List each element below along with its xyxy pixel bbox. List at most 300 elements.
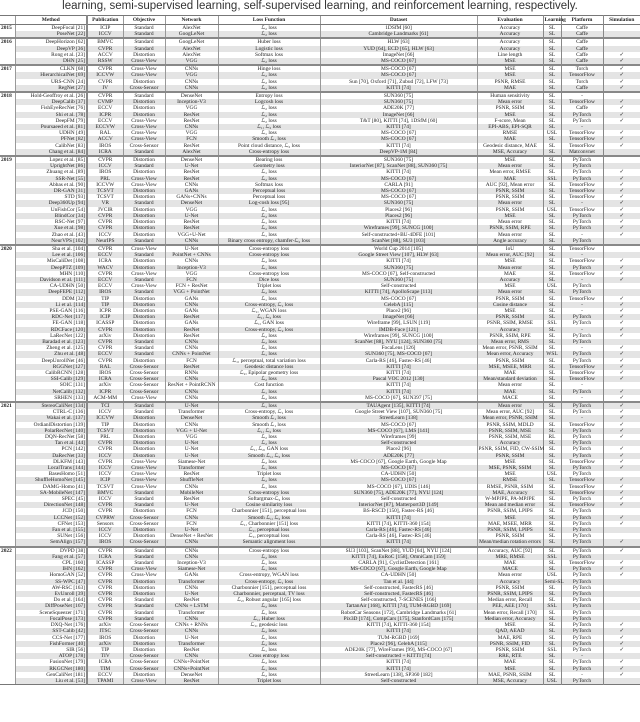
- loss-function-cell: Cross-entropy, WGAN loss: [218, 572, 320, 578]
- loss-function-cell: ℒ₂ loss: [218, 459, 320, 465]
- publication-cell: ICCV: [87, 533, 123, 539]
- objective-cell: Standard: [123, 149, 165, 156]
- publication-cell: CVPR: [87, 79, 123, 85]
- network-cell: CNNs + RNNs: [165, 622, 218, 628]
- evaluation-cell: Mean error, AUC [92]: [477, 252, 543, 258]
- evaluation-cell: PSNR, SSIM: [477, 194, 543, 200]
- dataset-cell: Self-constructed, FastecRS [46]: [320, 591, 477, 597]
- objective-cell: Cross-View: [123, 477, 165, 483]
- publication-cell: CVPR: [87, 65, 123, 72]
- publication-cell: CVPR: [87, 459, 123, 465]
- dataset-cell: KITTI [74]: [320, 382, 477, 388]
- publication-cell: CVPR: [87, 225, 123, 231]
- dataset-cell: SU3 [103], ScanNet [88], YUD [64], NYU [124]: [320, 547, 477, 554]
- method-cell: DR-GAN [31]: [15, 188, 87, 194]
- platform-cell: PyTorch: [561, 219, 603, 225]
- platform-cell: PyTorch: [561, 428, 603, 434]
- year-cell: 2015: [1, 25, 12, 31]
- evaluation-cell: Human sensitivity: [477, 92, 543, 99]
- dataset-cell: MS-COCO [67], UDIS [146]: [320, 484, 477, 490]
- platform-cell: -: [561, 200, 603, 206]
- network-cell: U-Net: [165, 502, 218, 508]
- learning-cell: SL: [543, 156, 561, 163]
- platform-cell: PyTorch: [561, 434, 603, 440]
- loss-function-cell: ℒ₂ loss: [218, 554, 320, 560]
- network-cell: U-Net: [165, 527, 218, 533]
- publication-cell: CVPR: [87, 440, 123, 446]
- column-header: Method: [15, 16, 87, 25]
- checkmark-icon: ✓: [603, 308, 640, 314]
- evaluation-cell: AUC [92], Mean error: [477, 182, 543, 188]
- platform-cell: PyTorch: [561, 351, 603, 357]
- evaluation-cell: PSNR, SSIM, RPE: [477, 333, 543, 339]
- loss-function-cell: ℒ₁ loss: [218, 265, 320, 271]
- platform-cell: -: [561, 653, 603, 659]
- learning-cell: SL: [543, 327, 561, 333]
- evaluation-cell: EPI-ABS, EPI-SQR: [477, 124, 543, 130]
- objective-cell: Cross-View: [123, 130, 165, 136]
- year-cell: 2019: [0, 156, 15, 163]
- loss-function-cell: Cross-entropy loss: [218, 547, 320, 554]
- evaluation-cell: PSNR, SSIM, MSE: [477, 428, 543, 434]
- objective-cell: Distortion: [123, 314, 165, 320]
- network-cell: ResNet: [165, 176, 218, 182]
- learning-cell: SL: [543, 118, 561, 124]
- method-cell: EvUnroll [39]: [15, 591, 87, 597]
- evaluation-cell: MSE, PSNR, SSIM: [477, 465, 543, 471]
- network-cell: CNNs: [165, 345, 218, 351]
- platform-cell: PyTorch: [561, 616, 603, 622]
- objective-cell: Distortion: [123, 428, 165, 434]
- publication-cell: IROS: [87, 539, 123, 546]
- platform-cell: PyTorch: [561, 465, 603, 471]
- learning-cell: Semi-SL: [544, 578, 564, 585]
- method-cell: RGGNet [127]: [15, 364, 87, 370]
- publication-cell: CVPR: [87, 547, 123, 554]
- publication-cell: TIP: [87, 302, 123, 308]
- dataset-cell: MS-COCO [67]: [320, 176, 477, 182]
- network-cell: ResNet: [165, 364, 218, 370]
- checkmark-icon: ✓: [603, 105, 640, 111]
- checkmark-icon: ✓: [603, 351, 640, 357]
- loss-function-cell: ℒ₂ loss: [218, 339, 320, 345]
- method-cell: SS-WPC [47]: [15, 579, 87, 585]
- objective-cell: Standard: [123, 238, 165, 245]
- loss-function-cell: Cost function: [218, 382, 320, 388]
- platform-cell: -: [561, 327, 603, 333]
- publication-cell: CVPR: [87, 591, 123, 597]
- learning-cell: SL: [543, 79, 561, 85]
- publication-cell: ICCV: [87, 453, 123, 459]
- publication-cell: TIM: [87, 666, 123, 672]
- publication-cell: IROS: [87, 289, 123, 295]
- publication-cell: ITSC: [87, 628, 123, 634]
- table-row: [0, 547, 640, 554]
- dataset-cell: ADE20K [77], WireFrames [99], MS-COCO [67]: [320, 647, 477, 653]
- objective-cell: Distortion: [123, 219, 165, 225]
- platform-cell: PyTorch: [561, 678, 603, 685]
- network-cell: CNNs: [165, 302, 218, 308]
- evaluation-cell: MSE: [477, 258, 543, 264]
- network-cell: VGG: [165, 271, 218, 277]
- publication-cell: ECCVW: [87, 124, 123, 130]
- dataset-cell: KITTI [74], EuRoC [158], OmniCam [159]: [320, 554, 477, 560]
- checkmark-icon: ✓: [603, 182, 640, 188]
- loss-function-cell: ℒ₂ loss: [218, 79, 320, 85]
- table-caption: learning, semi-supervised learning, self-supervised learning, and reinforcement learning, respectively.: [62, 0, 578, 12]
- method-cell: DeepUnrollNet [46]: [15, 358, 87, 364]
- loss-function-cell: ℒ₁, ℒ₂ loss: [218, 428, 320, 434]
- platform-cell: -: [561, 395, 603, 402]
- evaluation-cell: Mean error, PSNR, SSIM: [477, 345, 543, 351]
- objective-cell: Standard: [123, 547, 165, 554]
- network-cell: GANs: [165, 320, 218, 326]
- dataset-cell: World Cup 2014 [105]: [320, 245, 477, 252]
- dataset-cell: MS-COCO [67]: [320, 422, 477, 428]
- loss-function-cell: ℒ₁, perceptual loss: [218, 527, 320, 533]
- method-cell: CFNet [153]: [15, 521, 87, 527]
- learning-cell: SL: [543, 446, 561, 452]
- column-header: [0, 16, 15, 25]
- publication-cell: ICCV: [87, 409, 123, 415]
- publication-cell: arXiv: [87, 641, 123, 647]
- network-cell: ResNet: [165, 219, 218, 225]
- learning-cell: SL: [543, 409, 561, 415]
- objective-cell: Distortion: [123, 635, 165, 641]
- method-cell: Wakai et al. [137]: [15, 415, 87, 421]
- dataset-cell: KITTI [74]: [320, 370, 477, 376]
- learning-cell: SL: [543, 502, 561, 508]
- learning-cell: USL: [543, 130, 561, 136]
- learning-cell: SL: [543, 65, 561, 72]
- year-cell: 2016: [0, 38, 15, 45]
- method-cell: SUNet [156]: [15, 533, 87, 539]
- evaluation-cell: Mean error: [477, 163, 543, 169]
- learning-cell: SL: [543, 496, 561, 502]
- method-cell: Zhuang et al. [89]: [15, 169, 87, 175]
- publication-cell: arXiv: [87, 382, 123, 388]
- objective-cell: Cross-Sensor: [123, 143, 165, 149]
- dataset-cell: StreetLearn [138]: [320, 415, 477, 421]
- column-header: Evaluation: [477, 16, 543, 25]
- publication-cell: ICCV: [87, 527, 123, 533]
- loss-function-cell: Cross entropy loss: [218, 653, 320, 659]
- checkmark-icon: ✓: [603, 232, 640, 238]
- platform-cell: -: [561, 232, 603, 238]
- dataset-cell: CA-UDHN [50]: [320, 572, 477, 578]
- methods-table: [0, 15, 640, 685]
- publication-cell: CVPR: [87, 585, 123, 591]
- evaluation-cell: Mean error: [477, 402, 543, 409]
- platform-cell: PyTorch: [561, 641, 603, 647]
- publication-cell: ICIP: [87, 25, 123, 32]
- learning-cell: SL: [543, 258, 561, 264]
- dataset-cell: MS-COCO [67]: [320, 477, 477, 483]
- loss-function-cell: Binary cross entropy, chamfer-ℒ₂ loss: [218, 238, 320, 245]
- dataset-cell: Self-constructed, 7-SCENES [166]: [320, 597, 477, 603]
- learning-cell: SL: [543, 477, 561, 483]
- objective-cell: Distortion: [123, 641, 165, 647]
- evaluation-cell: MAE: [477, 136, 543, 142]
- loss-function-cell: ℒ₁, perceptual, total variation loss: [218, 358, 320, 364]
- method-cell: Shi et al. [78]: [15, 112, 87, 118]
- objective-cell: Distortion: [123, 358, 165, 364]
- platform-cell: PyTorch: [561, 213, 603, 219]
- table-row: [0, 92, 640, 99]
- learning-cell: SL: [543, 333, 561, 339]
- platform-cell: -: [561, 382, 603, 388]
- table-row: [0, 58, 640, 65]
- dataset-cell: Place2 [96]: [320, 446, 477, 452]
- platform-cell: Caffe: [561, 25, 603, 32]
- method-cell: UDHN [49]: [15, 130, 87, 136]
- checkmark-icon: ✓: [603, 118, 640, 124]
- objective-cell: Cross-View: [123, 176, 165, 182]
- network-cell: VGG+U-Net: [165, 232, 218, 238]
- method-cell: FocalPose [173]: [15, 616, 87, 622]
- evaluation-cell: PSNR, SSIM, LPIPS: [477, 591, 543, 597]
- publication-cell: ICCV: [87, 232, 123, 238]
- learning-cell: SL: [543, 566, 561, 572]
- objective-cell: Cross-Sensor: [123, 85, 165, 92]
- objective-cell: Standard: [123, 289, 165, 295]
- objective-cell: Distortion: [123, 169, 165, 175]
- network-cell: CNNs+PointNet: [165, 659, 218, 665]
- method-cell: SA-MobileNet [147]: [15, 490, 87, 496]
- learning-cell: SL: [543, 364, 561, 370]
- evaluation-cell: PSNR, SSIM: [477, 296, 543, 302]
- loss-function-cell: Geodesic distance loss: [218, 364, 320, 370]
- simulation-cell: [603, 38, 640, 45]
- network-cell: CNNs+PointNet: [165, 666, 218, 672]
- method-cell: STD [93]: [15, 194, 87, 200]
- loss-function-cell: ℒ₁, ℒ₂ loss: [218, 314, 320, 320]
- checkmark-icon: ✓: [603, 484, 640, 490]
- evaluation-cell: Mean error, AUC [92]: [477, 409, 543, 415]
- evaluation-cell: Mean error, RMSE: [477, 169, 543, 175]
- evaluation-cell: PSNR, SSIM, RPE: [477, 225, 543, 231]
- objective-cell: Standard: [123, 490, 165, 496]
- evaluation-cell: Mean/median rotation errors: [477, 539, 543, 546]
- table-header-row: [0, 16, 640, 25]
- platform-cell: TensorFlow: [561, 99, 603, 105]
- checkmark-icon: ✓: [603, 265, 640, 271]
- dataset-cell: KITTI [74]: [320, 258, 477, 264]
- platform-cell: -: [561, 415, 603, 421]
- learning-cell: SL: [543, 490, 561, 496]
- method-cell: DAMG-Homo [41]: [15, 484, 87, 490]
- learning-cell: SL: [543, 653, 561, 659]
- network-cell: ResNet: [165, 327, 218, 333]
- loss-function-cell: ℒ₂ loss: [218, 225, 320, 231]
- dataset-cell: Wireframe [99], LSUN [119]: [320, 320, 477, 326]
- checkmark-icon: ✓: [603, 409, 640, 415]
- network-cell: FCN: [165, 358, 218, 364]
- method-cell: SceneSqueezer [171]: [15, 610, 87, 616]
- publication-cell: ACCV: [87, 136, 123, 142]
- loss-function-cell: ℒ₂ loss: [218, 176, 320, 182]
- learning-cell: SL: [543, 533, 561, 539]
- publication-cell: ICPR: [87, 308, 123, 314]
- publication-cell: TIP: [87, 296, 123, 302]
- loss-function-cell: ℒ₁ loss: [218, 465, 320, 471]
- publication-cell: arXiv: [87, 622, 123, 628]
- loss-function-cell: Softargmax-ℒ₂ loss: [218, 496, 320, 502]
- platform-cell: PyTorch: [561, 508, 603, 514]
- objective-cell: Standard: [123, 92, 165, 99]
- objective-cell: Cross-View: [123, 484, 165, 490]
- objective-cell: Standard: [123, 597, 165, 603]
- objective-cell: Distortion: [123, 265, 165, 271]
- method-cell: ShuffleHomoNet [145]: [15, 477, 87, 483]
- method-cell: LocalTrans [144]: [15, 465, 87, 471]
- column-header: Platform: [561, 16, 603, 25]
- objective-cell: Cross-View: [123, 271, 165, 277]
- platform-cell: PyTorch: [561, 283, 603, 289]
- evaluation-cell: PSNR, SSIM: [477, 105, 543, 111]
- platform-cell: -: [561, 277, 603, 283]
- checkmark-icon: ✓: [603, 434, 640, 440]
- year-cell: [0, 149, 15, 156]
- network-cell: CNNs: [165, 616, 218, 622]
- loss-function-cell: ℒ₁ loss: [218, 610, 320, 616]
- loss-function-cell: ℒ₂ loss: [218, 58, 320, 65]
- evaluation-cell: Mean error, Recall [170]: [477, 610, 543, 616]
- method-cell: DeepFM [79]: [15, 118, 87, 124]
- objective-cell: Distortion: [123, 52, 165, 58]
- objective-cell: Distortion: [123, 99, 165, 105]
- evaluation-cell: IoU: [477, 245, 543, 252]
- loss-function-cell: ℒ₂ loss: [218, 659, 320, 665]
- learning-cell: SL: [543, 52, 561, 58]
- loss-function-cell: ℒ₁, WGAN loss: [218, 308, 320, 314]
- platform-cell: PyTorch: [561, 572, 603, 578]
- platform-cell: PyTorch: [561, 628, 603, 634]
- platform-cell: PyTorch: [561, 591, 603, 597]
- evaluation-cell: Accuracy: [477, 277, 543, 283]
- network-cell: ResNet: [165, 143, 218, 149]
- platform-cell: PyTorch: [561, 339, 603, 345]
- platform-cell: PyTorch: [561, 163, 603, 169]
- network-cell: CNNs: [165, 395, 218, 402]
- method-cell: DeepVP [36]: [15, 46, 87, 52]
- loss-function-cell: Smooth ℒ₁, ℒ₂ loss: [218, 515, 320, 521]
- learning-cell: SL: [543, 200, 561, 206]
- loss-function-cell: ℒ₂ loss: [218, 85, 320, 92]
- learning-cell: SL: [543, 440, 561, 446]
- evaluation-cell: QAD, AEAD: [477, 628, 543, 634]
- checkmark-icon: ✓: [603, 136, 640, 142]
- learning-cell: SSL: [543, 554, 561, 560]
- dataset-cell: MS-COCO [67], Google Earth, Google Map: [320, 459, 477, 465]
- loss-function-cell: ℒ₂ loss: [218, 105, 320, 111]
- platform-cell: PyTorch: [561, 440, 603, 446]
- learning-cell: SL: [543, 85, 561, 92]
- objective-cell: Standard: [123, 200, 165, 206]
- platform-cell: TensorFlow: [561, 484, 603, 490]
- learning-cell: SL: [543, 382, 561, 388]
- network-cell: AlexNet: [165, 46, 218, 52]
- network-cell: CNNs: [165, 547, 218, 554]
- objective-cell: Cross-View: [123, 471, 165, 477]
- evaluation-cell: MAE: [477, 271, 543, 277]
- network-cell: U-Net: [165, 591, 218, 597]
- network-cell: FCN: [165, 136, 218, 142]
- objective-cell: Distortion: [123, 527, 165, 533]
- evaluation-cell: Mean/standard deviation: [477, 376, 543, 382]
- checkmark-icon: ✓: [603, 572, 640, 578]
- method-cell: Fan et al. [155]: [15, 527, 87, 533]
- learning-cell: SL: [543, 213, 561, 219]
- checkmark-icon: ✓: [603, 370, 640, 376]
- loss-function-cell: ℒ₂ loss: [218, 31, 320, 38]
- loss-function-cell: Smooth ℒ₁ loss: [218, 415, 320, 421]
- network-cell: ResNet: [165, 333, 218, 339]
- dataset-cell: KITTI [74]: [320, 124, 477, 130]
- objective-cell: Standard: [123, 554, 165, 560]
- checkmark-icon: ✓: [603, 364, 640, 370]
- evaluation-cell: RMSE, PSNR, SSIM: [477, 484, 543, 490]
- dataset-cell: MS-COCO [67], SUN397 [75]: [320, 395, 477, 402]
- publication-cell: ICRA: [87, 258, 123, 264]
- method-cell: LaRecNet [122]: [15, 333, 87, 339]
- method-cell: Poursaeed et al. [81]: [15, 124, 87, 130]
- checkmark-icon: ✓: [603, 219, 640, 225]
- objective-cell: Distortion: [123, 333, 165, 339]
- evaluation-cell: Accuracy: [477, 440, 543, 446]
- publication-cell: ECCV: [87, 283, 123, 289]
- objective-cell: Distortion: [123, 533, 165, 539]
- objective-cell: Distortion: [123, 647, 165, 653]
- dataset-cell: Self-constructed + KITTI [74]: [320, 653, 477, 659]
- network-cell: DenseNet: [165, 92, 218, 99]
- publication-cell: CVPR: [87, 597, 123, 603]
- evaluation-cell: MSE: [477, 213, 543, 219]
- network-cell: ShuffleNet: [165, 477, 218, 483]
- learning-cell: SL: [543, 539, 561, 546]
- method-cell: HomoGAN [52]: [15, 572, 87, 578]
- publication-cell: IROS: [87, 370, 123, 376]
- evaluation-cell: Accuracy: [477, 25, 543, 32]
- checkmark-icon: ✓: [603, 477, 640, 483]
- method-cell: DirectionNet [148]: [15, 502, 87, 508]
- year-cell: [0, 539, 15, 546]
- method-cell: Liu et al. [53]: [15, 678, 87, 685]
- method-cell: FusionNet [179]: [15, 659, 87, 665]
- checkmark-icon: ✓: [603, 85, 640, 92]
- checkmark-icon: ✓: [603, 459, 640, 465]
- platform-cell: PyTorch: [561, 402, 603, 409]
- method-cell: CCS-Net [177]: [15, 635, 87, 641]
- method-cell: CalibRCNN [128]: [15, 370, 87, 376]
- platform-cell: PyTorch: [561, 320, 603, 326]
- method-cell: Davidson et al. [111]: [15, 277, 87, 283]
- objective-cell: Distortion: [123, 672, 165, 678]
- objective-cell: Cross-View: [123, 678, 165, 685]
- network-cell: CNNs: [165, 628, 218, 634]
- checkmark-icon: ✓: [603, 422, 640, 428]
- platform-cell: PyTorch: [561, 659, 603, 665]
- publication-cell: ECCV: [87, 351, 123, 357]
- column-header: Publication: [87, 16, 123, 25]
- loss-function-cell: ℒ₂ loss: [218, 333, 320, 339]
- evaluation-cell: MSE, Accuracy: [477, 149, 543, 156]
- dataset-cell: MS-COCO [67]: [320, 130, 477, 136]
- learning-cell: SL: [543, 428, 561, 434]
- loss-function-cell: ℒ₂ loss: [218, 641, 320, 647]
- objective-cell: Distortion: [123, 308, 165, 314]
- dataset-cell: CelebA [115]: [320, 302, 477, 308]
